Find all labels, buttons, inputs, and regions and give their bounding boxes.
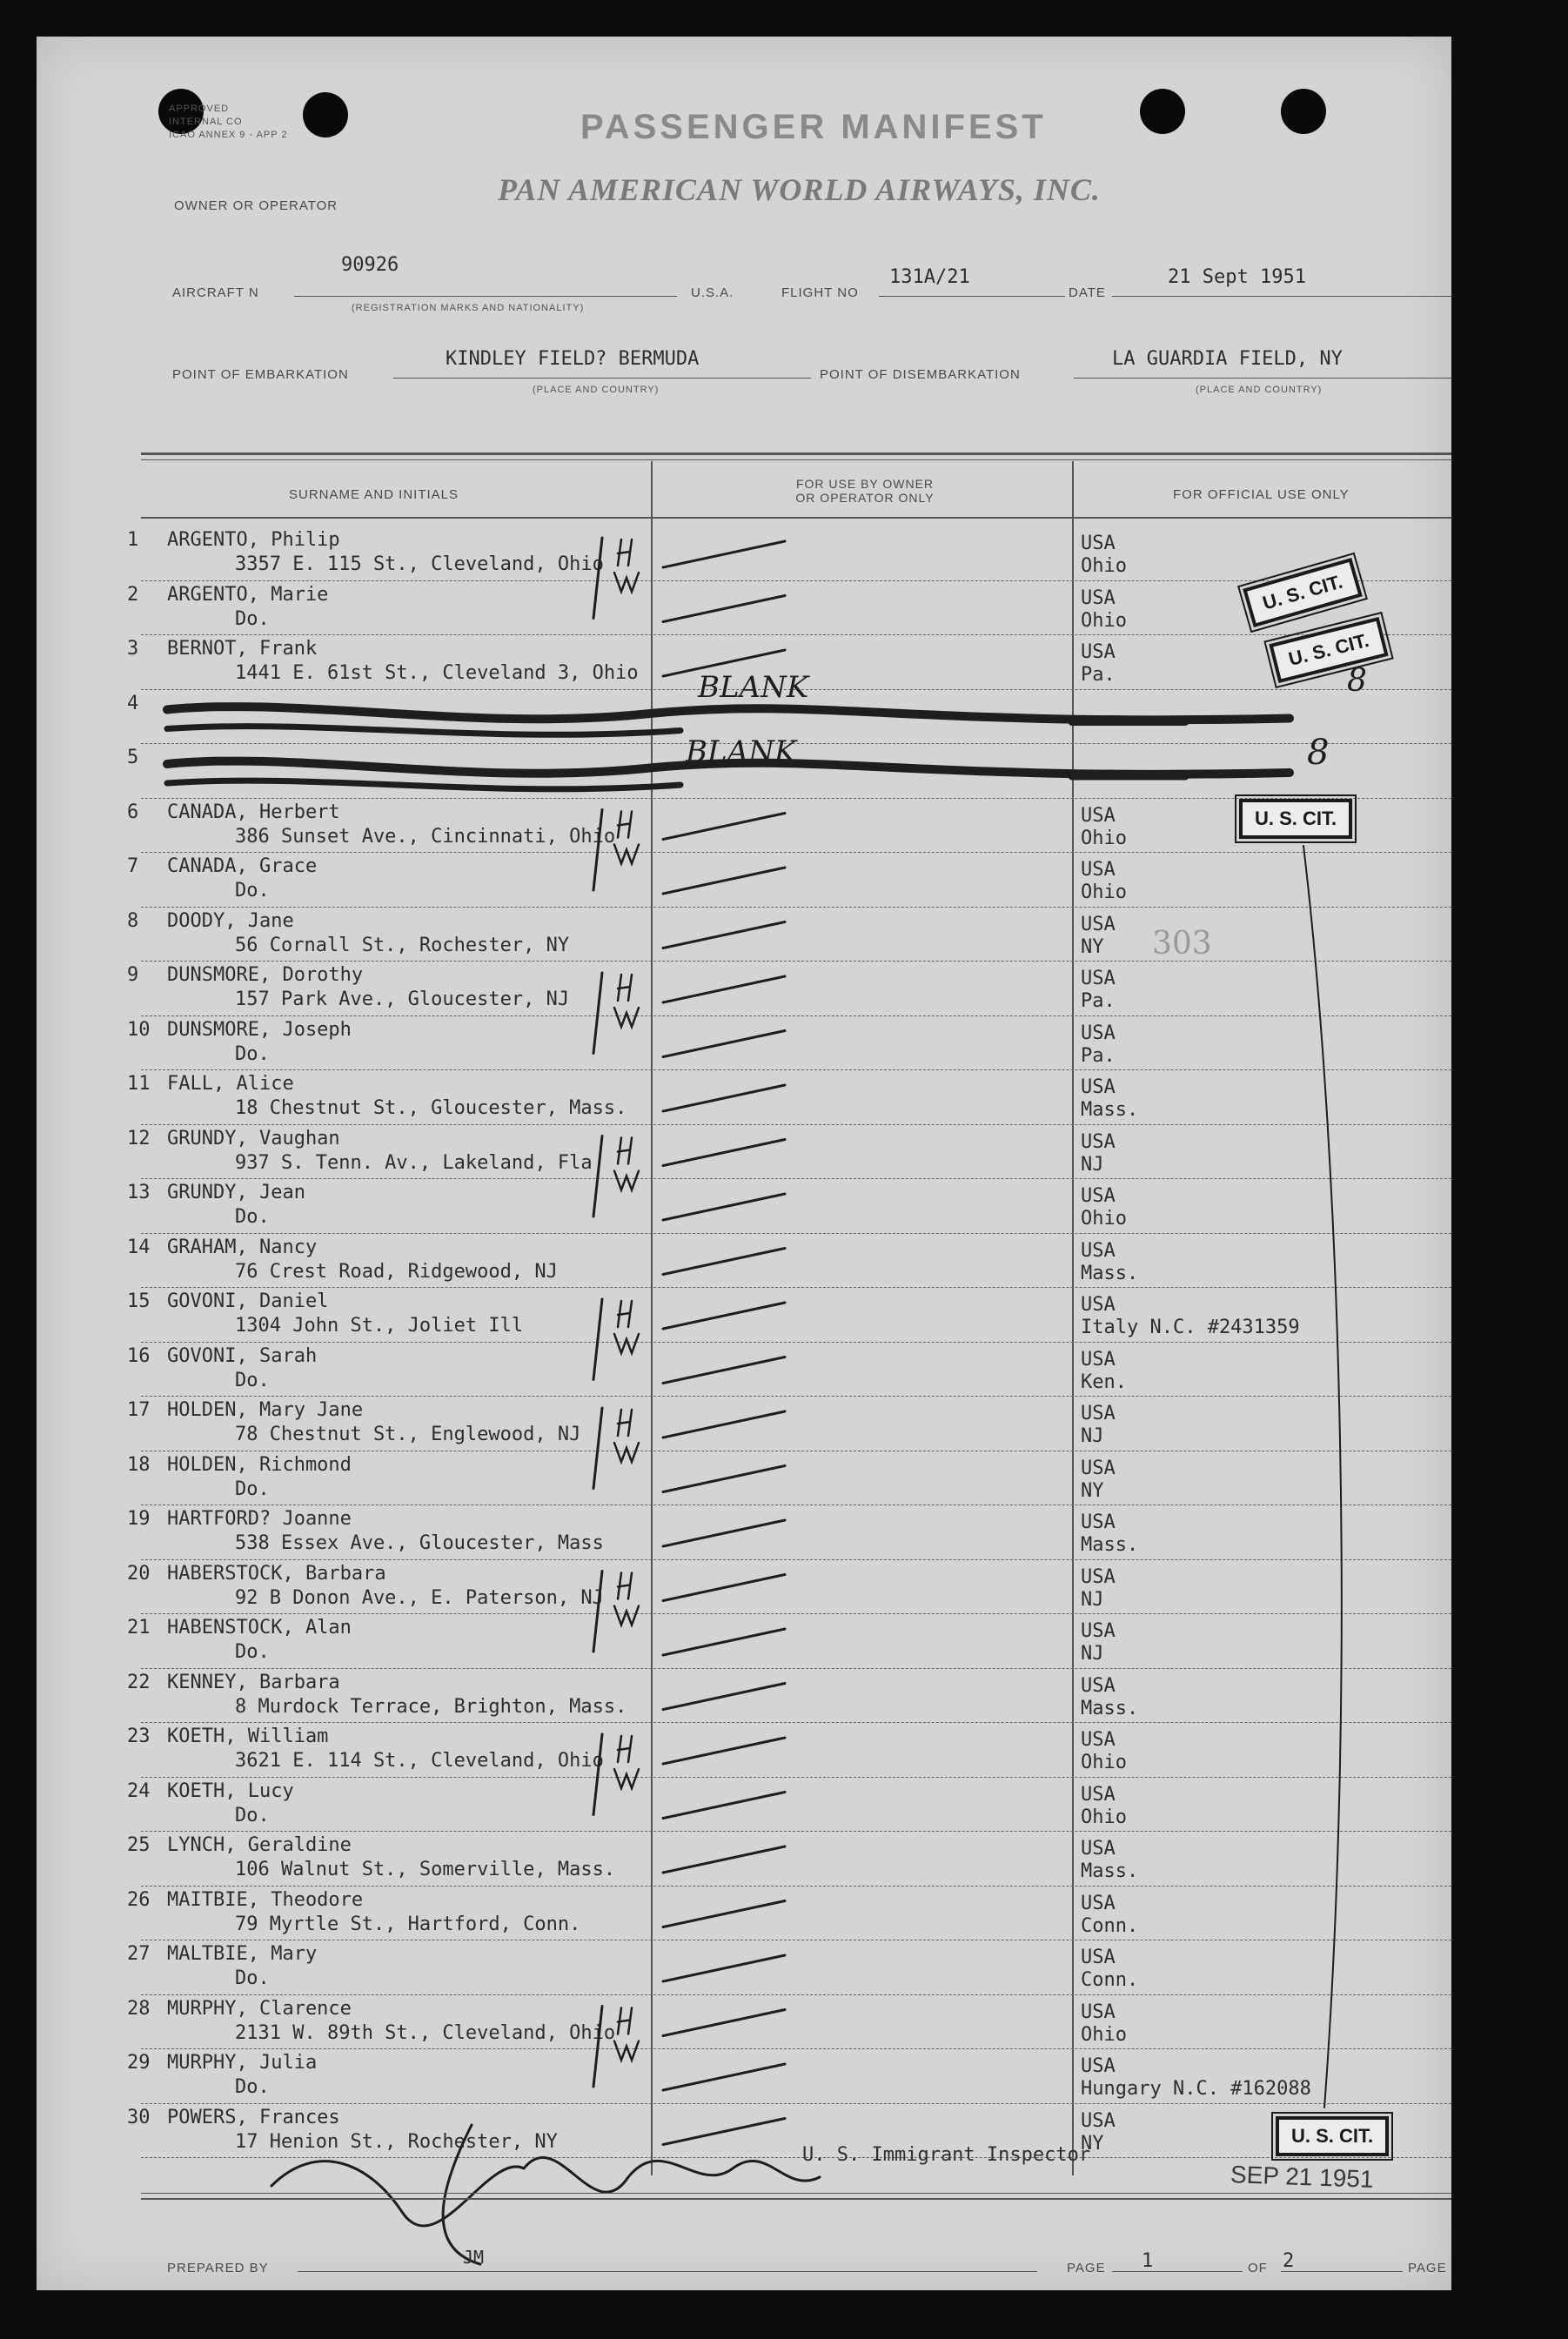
official-nationality: USA — [1081, 2055, 1116, 2077]
bracket-stroke — [593, 810, 602, 891]
w-mark — [614, 1334, 639, 1353]
check-stroke — [663, 1793, 785, 1819]
official-nationality: USA — [1081, 2001, 1116, 2023]
passenger-address: Do. — [235, 1641, 270, 1663]
us-citizen-stamp: U. S. CIT. — [1243, 558, 1363, 627]
embark-value: KINDLEY FIELD? BERMUDA — [446, 348, 700, 370]
blank-mark: 8 — [1347, 663, 1367, 699]
check-stroke — [663, 1846, 785, 1873]
passenger-address: 937 S. Tenn. Av., Lakeland, Fla — [235, 1151, 593, 1174]
passenger-name: ARGENTO, Marie — [167, 583, 329, 606]
official-nationality: USA — [1081, 586, 1116, 609]
prepared-underline — [298, 2271, 1037, 2272]
bracket-stroke — [593, 1299, 602, 1380]
manifest-sheet — [37, 37, 1451, 2290]
check-stroke — [663, 1901, 785, 1927]
check-stroke — [663, 1085, 785, 1111]
passenger-name: DUNSMORE, Joseph — [167, 1018, 352, 1041]
footer-rule — [141, 2198, 1451, 2200]
signature-stroke — [443, 2125, 480, 2264]
w-mark — [614, 1443, 639, 1462]
official-nationality: USA — [1081, 1947, 1116, 1968]
passenger-name: MURPHY, Julia — [167, 2052, 318, 2074]
passenger-address: 78 Chestnut St., Englewood, NJ — [235, 1424, 581, 1445]
check-stroke — [663, 541, 785, 567]
row-number: 24 — [127, 1779, 151, 1802]
passenger-name: MURPHY, Clarence — [167, 1997, 352, 2020]
row-number: 9 — [127, 964, 139, 986]
prepared-label: PREPARED BY — [167, 2261, 269, 2275]
official-residence: Conn. — [1081, 1969, 1139, 1991]
passenger-address: Do. — [235, 1967, 270, 1989]
h-mark — [618, 1410, 632, 1436]
official-residence: NY — [1081, 2132, 1104, 2155]
h-mark — [618, 1573, 632, 1599]
blank-mark: 8 — [1307, 733, 1330, 773]
col-owner-use-line: FOR USE BY OWNER — [795, 477, 935, 491]
official-residence: NY — [1081, 935, 1104, 958]
official-residence: Conn. — [1081, 1914, 1139, 1937]
check-stroke — [663, 868, 785, 894]
passenger-name: KOETH, Lucy — [167, 1779, 294, 1802]
passenger-address: Do. — [235, 1804, 270, 1826]
official-nationality: USA — [1081, 1185, 1116, 1207]
check-stroke — [663, 1520, 785, 1546]
h-mark — [618, 1301, 632, 1327]
passenger-name: POWERS, Frances — [167, 2106, 340, 2128]
page-value: 1 — [1142, 2250, 1154, 2272]
official-residence: Pa. — [1081, 1044, 1116, 1067]
row-number: 30 — [127, 2106, 151, 2128]
row-number: 25 — [127, 1834, 151, 1856]
official-nationality: USA — [1081, 1239, 1116, 1262]
passenger-address: Do. — [235, 1369, 270, 1391]
country-label: U.S.A. — [691, 285, 734, 300]
passenger-address: Do. — [235, 607, 270, 630]
check-stroke — [663, 1249, 785, 1275]
passenger-address: 92 B Donon Ave., E. Paterson, NJ — [235, 1586, 604, 1609]
inspector-title: U. S. Immigrant Inspector — [802, 2144, 1091, 2166]
w-mark — [614, 1769, 639, 1788]
official-nationality: USA — [1081, 1294, 1116, 1316]
row-number: 3 — [127, 638, 139, 660]
passenger-name: HOLDEN, Mary Jane — [167, 1399, 364, 1421]
row-number: 21 — [127, 1617, 151, 1639]
bracket-stroke — [593, 973, 602, 1054]
check-stroke — [663, 2010, 785, 2036]
form-title: PASSENGER MANIFEST — [580, 108, 1047, 146]
h-mark — [618, 1736, 632, 1762]
check-stroke — [663, 1140, 785, 1166]
official-residence: NY — [1081, 1479, 1104, 1502]
passenger-address: 1304 John St., Joliet Ill — [235, 1315, 524, 1337]
official-residence: Pa. — [1081, 664, 1116, 686]
row-number: 28 — [127, 1997, 151, 2020]
check-stroke — [663, 1031, 785, 1057]
bracket-stroke — [593, 1572, 602, 1652]
passenger-name: CANADA, Grace — [167, 855, 318, 877]
passenger-name: CANADA, Herbert — [167, 801, 340, 823]
w-mark — [614, 2041, 639, 2061]
passenger-name: BERNOT, Frank — [167, 638, 318, 660]
official-residence: NJ — [1081, 1425, 1104, 1447]
passenger-address: 157 Park Ave., Gloucester, NJ — [235, 989, 570, 1010]
row-number: 12 — [127, 1127, 151, 1149]
passenger-name: KENNEY, Barbara — [167, 1671, 340, 1693]
passenger-name: GOVONI, Sarah — [167, 1344, 318, 1367]
official-nationality: USA — [1081, 859, 1116, 881]
row-number: 8 — [127, 909, 139, 932]
bracket-stroke — [1303, 846, 1342, 2108]
official-residence: NJ — [1081, 1153, 1104, 1176]
check-stroke — [663, 814, 785, 840]
check-stroke — [663, 1466, 785, 1492]
official-residence: Mass. — [1081, 1534, 1139, 1556]
official-nationality: USA — [1081, 968, 1116, 989]
passenger-name: GRAHAM, Nancy — [167, 1236, 318, 1258]
official-nationality: USA — [1081, 1511, 1116, 1533]
flight-value: 131A/21 — [889, 266, 970, 288]
official-residence: Mass. — [1081, 1099, 1139, 1121]
passenger-address: 3357 E. 115 St., Cleveland, Ohio — [235, 553, 604, 575]
owner-value: PAN AMERICAN WORLD AIRWAYS, INC. — [498, 172, 1101, 207]
bracket-stroke — [593, 538, 602, 619]
row-number: 2 — [127, 583, 139, 606]
check-stroke — [663, 1411, 785, 1438]
approval-line: APPROVED — [169, 104, 230, 114]
bracket-stroke — [593, 1734, 602, 1815]
check-stroke — [663, 596, 785, 622]
official-residence: Pa. — [1081, 990, 1116, 1012]
check-stroke — [663, 922, 785, 948]
row-number: 18 — [127, 1453, 151, 1476]
approval-line: ICAO ANNEX 9 - APP 2 — [169, 130, 288, 140]
signature-stroke — [271, 2157, 820, 2225]
passenger-address: 3621 E. 114 St., Cleveland, Ohio — [235, 1750, 604, 1772]
bracket-stroke — [593, 2007, 602, 2088]
row-number: 1 — [127, 529, 139, 551]
row-number: 16 — [127, 1344, 151, 1367]
check-stroke — [663, 1955, 785, 1981]
of-label: OF — [1248, 2261, 1268, 2275]
aircraft-label: AIRCRAFT N — [172, 285, 259, 300]
page-label-2: PAGE — [1408, 2261, 1447, 2275]
embark-label: POINT OF EMBARKATION — [172, 367, 349, 382]
w-mark — [614, 1008, 639, 1027]
row-number: 29 — [127, 2052, 151, 2074]
disembark-value: LA GUARDIA FIELD, NY — [1112, 348, 1343, 370]
passenger-name: KOETH, William — [167, 1726, 329, 1747]
check-stroke — [663, 1357, 785, 1384]
official-nationality: USA — [1081, 1348, 1116, 1371]
passenger-name: MAITBIE, Theodore — [167, 1888, 364, 1911]
passenger-address: Do. — [235, 1042, 270, 1065]
official-nationality: USA — [1081, 1838, 1116, 1860]
date-value: 21 Sept 1951 — [1168, 266, 1306, 288]
col-official: FOR OFFICIAL USE ONLY — [1173, 487, 1350, 502]
official-nationality: USA — [1081, 1565, 1116, 1588]
passenger-address: 538 Essex Ave., Gloucester, Mass — [235, 1532, 604, 1554]
passenger-address: 79 Myrtle St., Hartford, Conn. — [235, 1913, 581, 1935]
check-stroke — [663, 1575, 785, 1601]
footer-rule — [141, 2193, 1451, 2194]
date-label: DATE — [1069, 285, 1106, 300]
w-mark — [614, 573, 639, 592]
passenger-name: MALTBIE, Mary — [167, 1943, 318, 1965]
check-stroke — [663, 1684, 785, 1710]
passenger-name: ARGENTO, Philip — [167, 529, 340, 551]
blank-annotation: BLANK — [686, 734, 797, 769]
passenger-name: DOODY, Jane — [167, 909, 294, 932]
h-mark — [618, 812, 632, 838]
official-residence: Ken. — [1081, 1371, 1127, 1393]
row-number: 22 — [127, 1671, 151, 1693]
w-mark — [614, 1171, 639, 1190]
page-label: PAGE — [1067, 2261, 1106, 2275]
passenger-address: Do. — [235, 1206, 270, 1228]
row-number: 15 — [127, 1290, 151, 1312]
official-residence: Hungary N.C. #162088 — [1081, 2078, 1311, 2100]
check-stroke — [663, 1194, 785, 1220]
passenger-address: 106 Walnut St., Somerville, Mass. — [235, 1859, 616, 1880]
row-number: 23 — [127, 1726, 151, 1747]
row-number: 11 — [127, 1073, 151, 1095]
disembark-caption: (PLACE AND COUNTRY) — [1196, 385, 1323, 395]
official-nationality: USA — [1081, 533, 1116, 554]
official-nationality: USA — [1081, 1729, 1116, 1751]
official-residence: Ohio — [1081, 1208, 1127, 1230]
passenger-address: 8 Murdock Terrace, Brighton, Mass. — [235, 1695, 627, 1718]
passenger-name: GRUNDY, Vaughan — [167, 1127, 340, 1149]
owner-label: OWNER OR OPERATOR — [174, 198, 338, 213]
row-number: 14 — [127, 1236, 151, 1258]
official-residence: Ohio — [1081, 1752, 1127, 1773]
check-stroke — [663, 2119, 785, 2145]
approval-line: INTERNAL CO — [169, 117, 243, 127]
passenger-name: FALL, Alice — [167, 1073, 294, 1095]
official-residence: Mass. — [1081, 1697, 1139, 1719]
col-surname: SURNAME AND INITIALS — [289, 487, 459, 502]
passenger-name: HARTFORD? Joanne — [167, 1508, 352, 1530]
blank-annotation: BLANK — [698, 670, 809, 705]
official-nationality: USA — [1081, 641, 1116, 663]
passenger-address: Do. — [235, 2076, 270, 2098]
official-nationality: USA — [1081, 2109, 1116, 2132]
passenger-name: HABERSTOCK, Barbara — [167, 1562, 386, 1585]
passenger-name: GRUNDY, Jean — [167, 1182, 305, 1203]
official-residence: NJ — [1081, 1588, 1104, 1611]
scribble — [167, 727, 680, 735]
passenger-address: 17 Henion St., Rochester, NY — [235, 2130, 558, 2153]
w-mark — [614, 845, 639, 864]
passenger-address: 2131 W. 89th St., Cleveland, Ohio — [235, 2021, 616, 2044]
aircraft-value: 90926 — [341, 254, 399, 276]
passenger-address: 56 Cornall St., Rochester, NY — [235, 934, 570, 956]
handwritten-marks — [37, 37, 1451, 2290]
passenger-name: DUNSMORE, Dorothy — [167, 964, 364, 986]
official-residence: Mass. — [1081, 1262, 1139, 1284]
row-number: 20 — [127, 1562, 151, 1585]
count-stamp: 303 — [1152, 926, 1212, 962]
registration-caption: (REGISTRATION MARKS AND NATIONALITY) — [352, 303, 585, 313]
official-residence: Ohio — [1081, 827, 1127, 849]
inspection-date-stamp: SEP 21 1951 — [1230, 2161, 1375, 2193]
official-nationality: USA — [1081, 913, 1116, 935]
official-residence: Italy N.C. #2431359 — [1081, 1317, 1300, 1338]
us-citizen-stamp: U. S. CIT. — [1239, 799, 1352, 839]
row-number: 6 — [127, 801, 139, 823]
official-residence: Ohio — [1081, 881, 1127, 903]
h-mark — [618, 975, 632, 1001]
official-nationality: USA — [1081, 1076, 1116, 1098]
row-number: 19 — [127, 1508, 151, 1530]
official-residence: Mass. — [1081, 1860, 1139, 1882]
official-nationality: USA — [1081, 1783, 1116, 1806]
passenger-address: 18 Chestnut St., Gloucester, Mass. — [235, 1097, 627, 1119]
check-stroke — [663, 1629, 785, 1655]
official-nationality: USA — [1081, 1674, 1116, 1697]
official-residence: Ohio — [1081, 555, 1127, 577]
row-number: 17 — [127, 1399, 151, 1421]
bracket-stroke — [593, 1136, 602, 1217]
row-number: 5 — [127, 747, 139, 768]
of-underline — [1281, 2271, 1403, 2272]
passenger-name: HABENSTOCK, Alan — [167, 1617, 352, 1639]
passenger-name: LYNCH, Geraldine — [167, 1834, 352, 1856]
passenger-name: HOLDEN, Richmond — [167, 1453, 352, 1476]
official-nationality: USA — [1081, 1022, 1116, 1044]
row-number: 7 — [127, 855, 139, 877]
official-residence: Ohio — [1081, 2023, 1127, 2046]
check-stroke — [663, 976, 785, 1002]
check-stroke — [663, 1738, 785, 1764]
passenger-name: GOVONI, Daniel — [167, 1290, 329, 1312]
passenger-address: 1441 E. 61st St., Cleveland 3, Ohio — [235, 662, 639, 684]
disembark-label: POINT OF DISEMBARKATION — [820, 367, 1021, 382]
us-citizen-stamp: U. S. CIT. — [1276, 2116, 1389, 2156]
row-number: 10 — [127, 1018, 151, 1041]
passenger-address: Do. — [235, 1478, 270, 1500]
h-mark — [618, 540, 632, 566]
official-residence: Ohio — [1081, 1806, 1127, 1828]
row-number: 13 — [127, 1182, 151, 1203]
official-nationality: USA — [1081, 1892, 1116, 1914]
official-residence: NJ — [1081, 1643, 1104, 1665]
official-nationality: USA — [1081, 1403, 1116, 1424]
prepared-value: JM — [463, 2247, 485, 2268]
h-mark — [618, 1138, 632, 1164]
official-nationality: USA — [1081, 1620, 1116, 1642]
us-citizen-stamp: U. S. CIT. — [1269, 617, 1388, 683]
official-nationality: USA — [1081, 804, 1116, 827]
official-residence: Ohio — [1081, 609, 1127, 632]
official-nationality: USA — [1081, 1130, 1116, 1153]
scribble — [167, 781, 680, 789]
passenger-address: 386 Sunset Ave., Cincinnati, Ohio — [235, 825, 616, 848]
bracket-stroke — [593, 1408, 602, 1489]
check-stroke — [663, 2064, 785, 2090]
row-number: 27 — [127, 1943, 151, 1965]
official-nationality: USA — [1081, 1457, 1116, 1479]
passenger-address: 76 Crest Road, Ridgewood, NJ — [235, 1260, 558, 1283]
page-underline — [1112, 2271, 1243, 2272]
row-number: 4 — [127, 692, 139, 714]
passenger-address: Do. — [235, 880, 270, 901]
of-value: 2 — [1283, 2250, 1295, 2272]
w-mark — [614, 1606, 639, 1625]
flight-label: FLIGHT NO — [781, 285, 859, 300]
row-number: 26 — [127, 1888, 151, 1911]
h-mark — [618, 2008, 632, 2034]
col-owner-use-line: OR OPERATOR ONLY — [795, 491, 935, 505]
embark-caption: (PLACE AND COUNTRY) — [533, 385, 660, 395]
check-stroke — [663, 1303, 785, 1329]
